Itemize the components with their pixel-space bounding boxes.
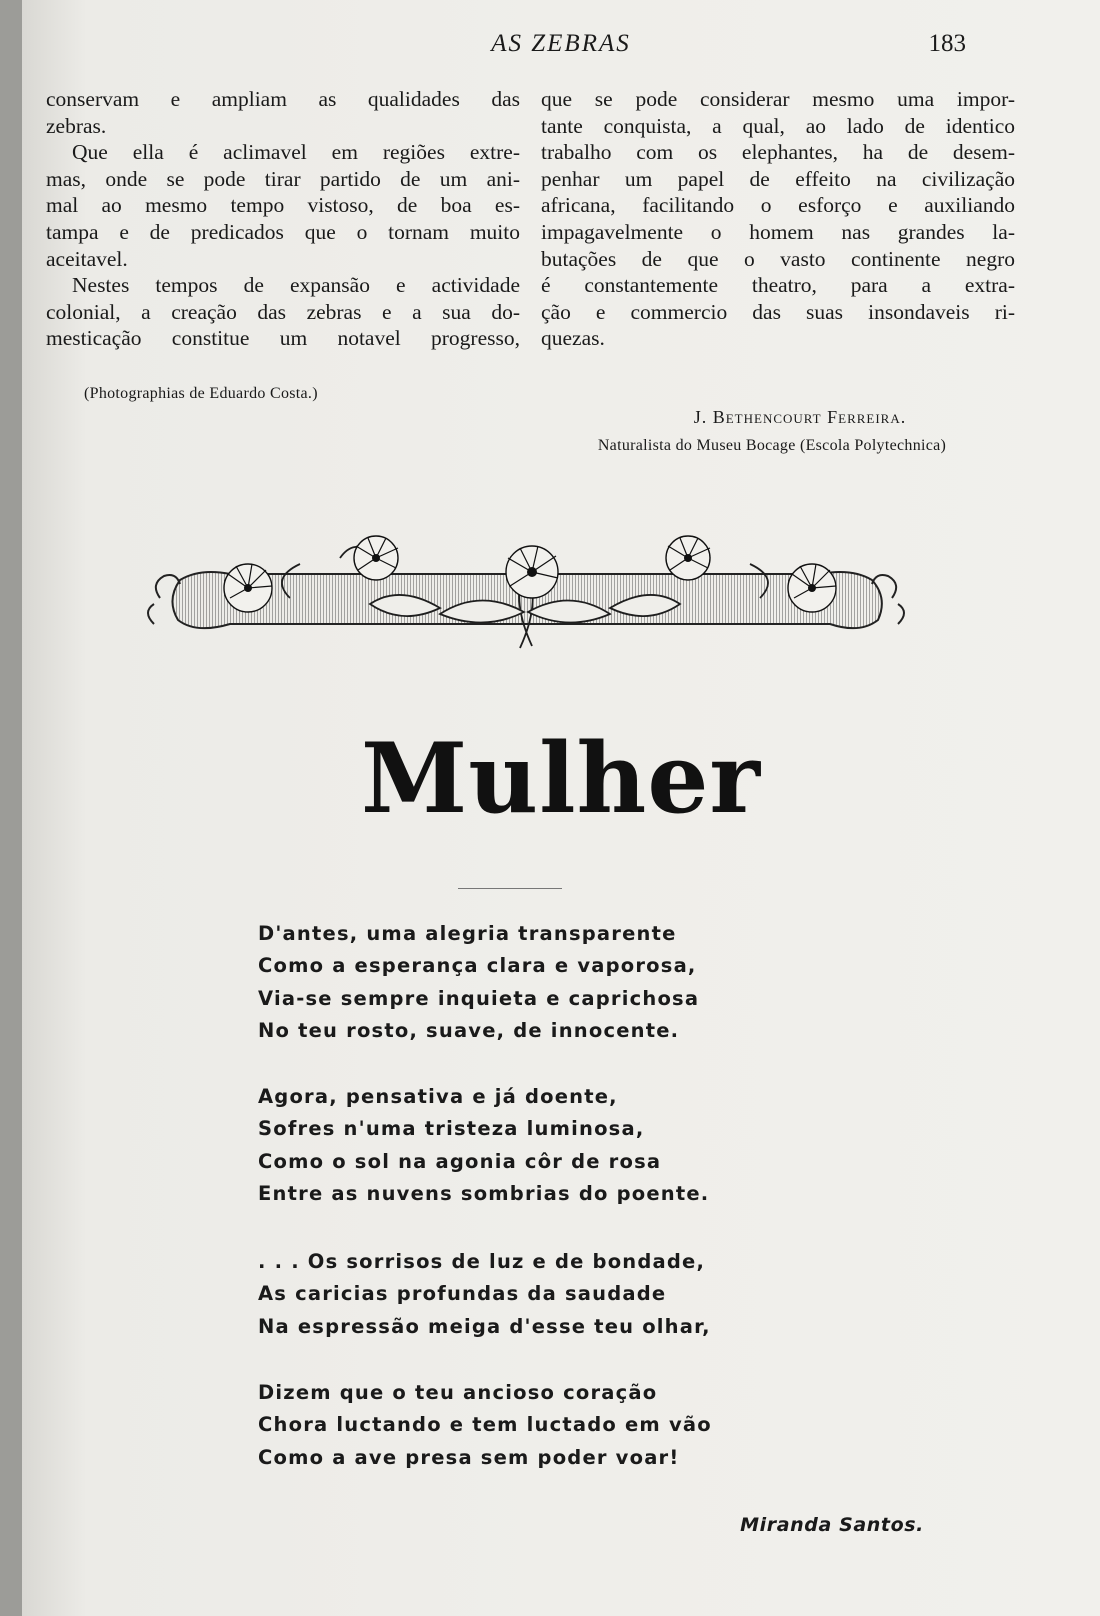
verse-line: Dizem que o teu ancioso coração: [258, 1381, 658, 1404]
text-line: africana, facilitando o esforço e auxiliando: [541, 193, 1015, 218]
text-line: zebras.: [46, 113, 107, 138]
running-header-title: AS ZEBRAS: [491, 30, 631, 57]
verse-line: Chora luctando e tem luctado em vão: [258, 1413, 712, 1437]
text-line: aceitavel.: [46, 246, 128, 271]
text-line: penhar um papel de effeito na civilização: [541, 166, 1015, 191]
text-line: mal ao mesmo tempo vistoso, de boa es-: [46, 193, 520, 218]
text-line: é constantemente theatro, para a extra-: [541, 273, 1015, 298]
floral-ornament-banner: [140, 528, 912, 664]
text-line: conservam e ampliam as qualidades das: [46, 87, 520, 111]
verse-line: Via-se sempre inquieta e caprichosa: [258, 986, 700, 1010]
verse-line: Sofres n'uma tristeza luminosa,: [258, 1117, 645, 1141]
poem-stanza: [258, 1377, 858, 1474]
poem-stanza: [258, 1246, 858, 1343]
text-line: mas, onde se pode tirar partido de um ani-: [46, 166, 520, 191]
paragraph: [46, 139, 520, 272]
article-left-column: [46, 86, 520, 352]
poem-stanza: [258, 1081, 858, 1211]
verse-line: Como a ave presa sem poder voar!: [258, 1445, 680, 1469]
poem-stanza: [258, 918, 858, 1048]
paragraph: [46, 86, 520, 139]
poem-signature: Miranda Santos.: [740, 1514, 924, 1536]
text-line: butações de que o vasto continente negro: [541, 246, 1015, 271]
text-line: ção e commercio das suas insondaveis ri-: [541, 299, 1015, 324]
article-right-column: [541, 86, 1015, 352]
verse-line: Como o sol na agonia côr de rosa: [258, 1149, 662, 1173]
verse-line: D'antes, uma alegria transparente: [258, 922, 677, 945]
author-name-text: J. Bethencourt Ferreira.: [693, 407, 907, 427]
text-line: quezas.: [541, 326, 605, 351]
verse-line: . . . Os sorrisos de luz e de bondade,: [258, 1250, 706, 1273]
verse-line: Entre as nuvens sombrias do poente.: [258, 1182, 710, 1206]
poem-title: Mulher: [361, 722, 761, 835]
verse-line: Como a esperança clara e vaporosa,: [258, 954, 697, 978]
text-line: impagavelmente o homem nas grandes la-: [541, 219, 1015, 244]
text-line: colonial, a creação das zebras e a sua do-: [46, 299, 520, 324]
verse-line: As caricias profundas da saudade: [258, 1282, 667, 1306]
author-affiliation: Naturalista do Museu Bocage (Escola Polytechnica): [597, 437, 947, 454]
photo-credit: (Photographias de Eduardo Costa.): [84, 385, 318, 402]
magazine-page: [22, 0, 1100, 1616]
text-line: mesticação constitue um notavel progresso,: [46, 326, 520, 351]
text-line: tante conquista, a qual, ao lado de identico: [541, 113, 1015, 138]
text-line: Nestes tempos de expansão e actividade: [72, 273, 520, 298]
text-line: tampa e de predicados que o tornam muito: [46, 219, 520, 244]
paragraph: [46, 272, 520, 352]
text-line: que se pode considerar mesmo uma impor-: [541, 87, 1015, 111]
author-name: [580, 407, 1020, 428]
text-line: trabalho com os elephantes, ha de desem-: [541, 140, 1015, 165]
text-line: Que ella é aclimavel em regiões extre-: [72, 140, 520, 165]
paragraph: [541, 86, 1015, 352]
title-divider: [458, 888, 562, 889]
verse-line: No teu rosto, suave, de innocente.: [258, 1019, 680, 1043]
verse-line: Agora, pensativa e já doente,: [258, 1085, 618, 1108]
page-number: 183: [928, 30, 966, 57]
verse-line: Na espressão meiga d'esse teu olhar,: [258, 1314, 711, 1338]
